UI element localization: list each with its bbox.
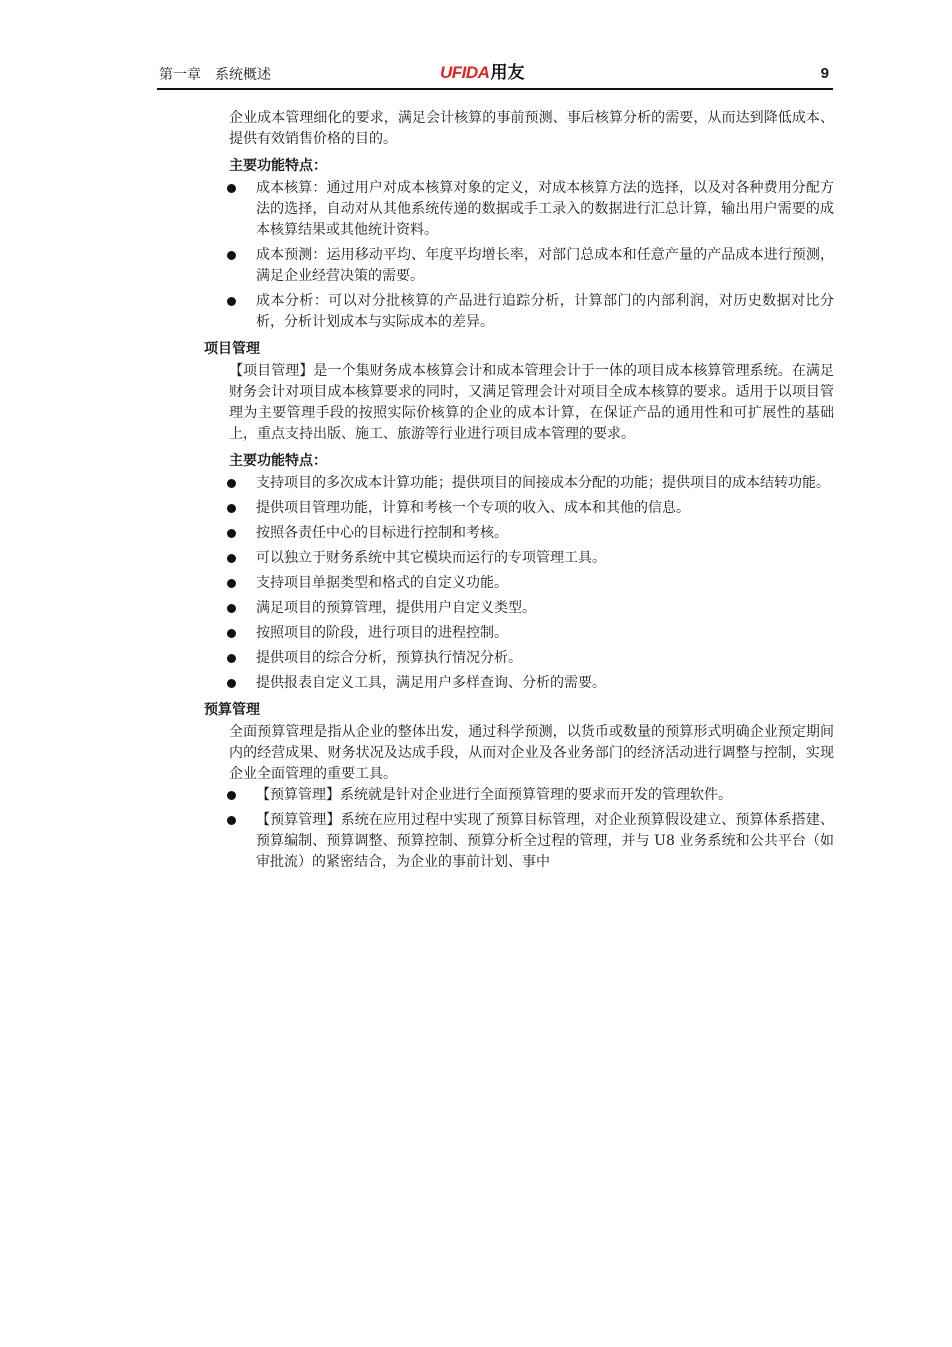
cost-features-list [204,178,834,333]
page-header [157,62,833,90]
list-item [204,810,834,873]
list-item-text: 【预算管理】系统就是针对企业进行全面预算管理的要求而开发的管理软件。 [256,787,732,803]
cost-intro-paragraph: 企业成本管理细化的要求，满足会计核算的事前预测、事后核算分析的需要，从而达到降低成本、提供有效销售价格的目的。 [229,110,834,147]
list-item-text: 支持项目的多次成本计算功能；提供项目的间接成本分配的功能；提供项目的成本结转功能。 [256,475,830,491]
budget-features-list [204,785,834,873]
bullet-icon [227,184,236,193]
bullet-icon [227,504,236,513]
project-features-heading: 主要功能特点： [229,453,327,469]
list-item-text: 成本核算：通过用户对成本核算对象的定义，对成本核算方法的选择，以及对各种费用分配方法的选择，自动对从其他系统传递的数据或手工录入的数据进行汇总计算，输出用户需要的成本核算结果或其他统计资料。 [256,180,834,238]
list-item [204,498,834,519]
list-item-text: 支持项目单据类型和格式的自定义功能。 [256,575,508,591]
bullet-icon [227,251,236,260]
list-item [204,623,834,644]
list-item [204,291,834,333]
budget-section-heading: 预算管理 [204,702,260,718]
list-item [204,523,834,544]
bullet-icon [227,791,236,800]
bullet-icon [227,579,236,588]
list-item [204,598,834,619]
list-item-text: 满足项目的预算管理，提供用户自定义类型。 [256,600,536,616]
bullet-icon [227,604,236,613]
bullet-icon [227,679,236,688]
logo-text-en: UFIDA [440,63,490,82]
bullet-icon [227,479,236,488]
page-number: 9 [820,65,829,82]
list-item [204,178,834,241]
list-item [204,473,834,494]
bullet-icon [227,629,236,638]
project-intro-paragraph: 【项目管理】是一个集财务成本核算会计和成本管理会计于一体的项目成本核算管理系统。在满足财务会计对项目成本核算要求的同时，又满足管理会计对项目全成本核算的要求。适用于以项目管理为主要管理手段的按照实际价核算的企业的成本计算，在保证产品的通用性和可扩展性的基础上，重点支持出版、施工、旅游等行业进行项目成本管理的要求。 [229,363,834,442]
bullet-icon [227,816,236,825]
page-content [204,108,834,877]
chapter-title: 第一章 系统概述 [159,67,271,83]
cost-features-heading: 主要功能特点： [229,158,327,174]
bullet-icon [227,554,236,563]
list-item [204,785,834,806]
list-item-text: 可以独立于财务系统中其它模块而运行的专项管理工具。 [256,550,606,566]
list-item-text: 成本预测：运用移动平均、年度平均增长率，对部门总成本和任意产量的产品成本进行预测，满足企业经营决策的需要。 [256,247,834,284]
bullet-icon [227,654,236,663]
logo-text-cn: 用友 [490,63,525,82]
budget-intro-paragraph: 全面预算管理是指从企业的整体出发，通过科学预测，以货币或数量的预算形式明确企业预定期间内的经营成果、财务状况及达成手段，从而对企业及各业务部门的经济活动进行调整与控制，实现企业全面管理的重要工具。 [229,724,834,782]
list-item [204,573,834,594]
list-item-text: 【预算管理】系统在应用过程中实现了预算目标管理，对企业预算假设建立、预算体系搭建、预算编制、预算调整、预算控制、预算分析全过程的管理，并与 U8 业务系统和公共平台（如审批流）的紧密结合，为企业的事前计划、事中 [256,812,834,870]
list-item [204,673,834,694]
list-item [204,648,834,669]
list-item-text: 提供项目的综合分析，预算执行情况分析。 [256,650,522,666]
list-item-text: 按照项目的阶段，进行项目的进程控制。 [256,625,508,641]
list-item-text: 按照各责任中心的目标进行控制和考核。 [256,525,508,541]
bullet-icon [227,297,236,306]
project-section-heading: 项目管理 [204,341,260,357]
list-item-text: 提供报表自定义工具，满足用户多样查询、分析的需要。 [256,675,606,691]
project-features-list [204,473,834,694]
bullet-icon [227,529,236,538]
list-item-text: 成本分析：可以对分批核算的产品进行追踪分析，计算部门的内部利润，对历史数据对比分析，分析计划成本与实际成本的差异。 [256,293,834,330]
list-item [204,548,834,569]
list-item [204,245,834,287]
list-item-text: 提供项目管理功能，计算和考核一个专项的收入、成本和其他的信息。 [256,500,690,516]
ufida-logo [440,63,524,83]
